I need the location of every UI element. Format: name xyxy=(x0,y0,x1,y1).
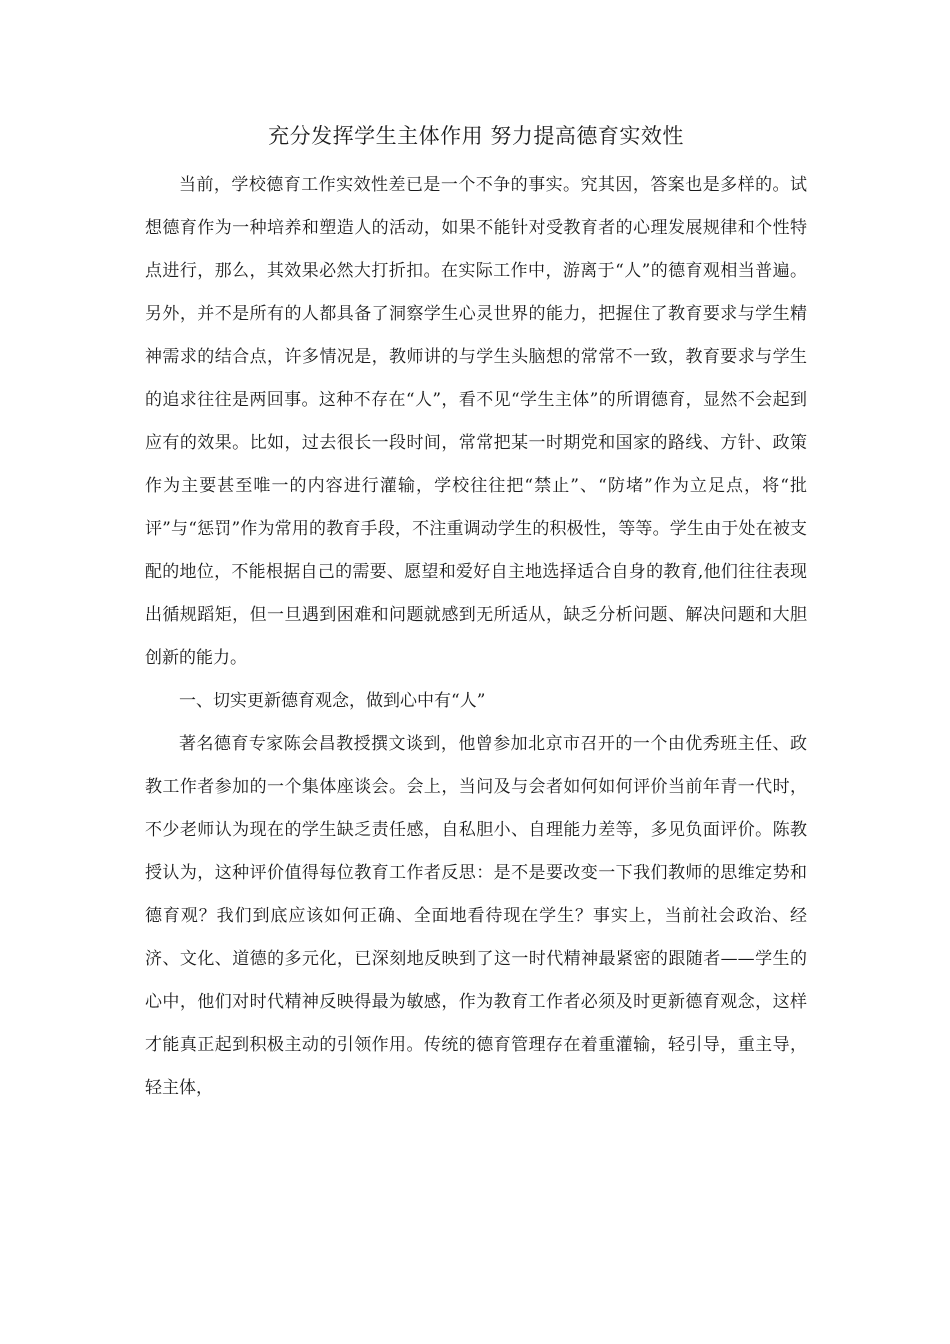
paragraph-intro: 当前，学校德育工作实效性差已是一个不争的事实。究其因，答案也是多样的。试想德育作为一种培养和塑造人的活动，如果不能针对受教育者的心理发展规律和个性特点进行，那么，其效果必然大打折扣。在实际工作中，游离于“人”的德育观相当普遍。另外，并不是所有的人都具备了洞察学生心灵世界的能力，把握住了教育要求与学生精神需求的结合点，许多情况是，教师讲的与学生头脑想的常常不一致，教育要求与学生的追求往往是两回事。这种不存在“人”，看不见“学生主体”的所谓德育，显然不会起到应有的效果。比如，过去很长一段时间，常常把某一时期党和国家的路线、方针、政策作为主要甚至唯一的内容进行灌输，学校往往把“禁止”、“防堵”作为立足点，将“批评”与“惩罚”作为常用的教育手段，不注重调动学生的积极性，等等。学生由于处在被支配的地位，不能根据自己的需要、愿望和爱好自主地选择适合自身的教育,他们往往表现出循规蹈矩，但一旦遇到困难和问题就感到无所适从，缺乏分析问题、解决问题和大胆创新的能力。 xyxy=(145,175,807,668)
paragraph-section-1: 著名德育专家陈会昌教授撰文谈到，他曾参加北京市召开的一个由优秀班主任、政教工作者参加的一个集体座谈会。会上，当问及与会者如何如何评价当前年青一代时，不少老师认为现在的学生缺乏责任感，自私胆小、自理能力差等，多见负面评价。陈教授认为，这种评价值得每位教育工作者反思：是不是要改变一下我们教师的思维定势和德育观？我们到底应该如何正确、全面地看待现在学生？事实上，当前社会政治、经济、文化、道德的多元化，已深刻地反映到了这一时代精神最紧密的跟随者——学生的心中，他们对时代精神反映得最为敏感，作为教育工作者必须及时更新德育观念，这样才能真正起到积极主动的引领作用。传统的德育管理存在着重灌输，轻引导，重主导，轻主体， xyxy=(145,734,807,1098)
document-body xyxy=(145,118,807,1110)
document-title: 充分发挥学生主体作用 努力提高德育实效性 xyxy=(268,124,684,148)
section-heading-1: 一、切实更新德育观念，做到心中有“人” xyxy=(179,691,486,711)
